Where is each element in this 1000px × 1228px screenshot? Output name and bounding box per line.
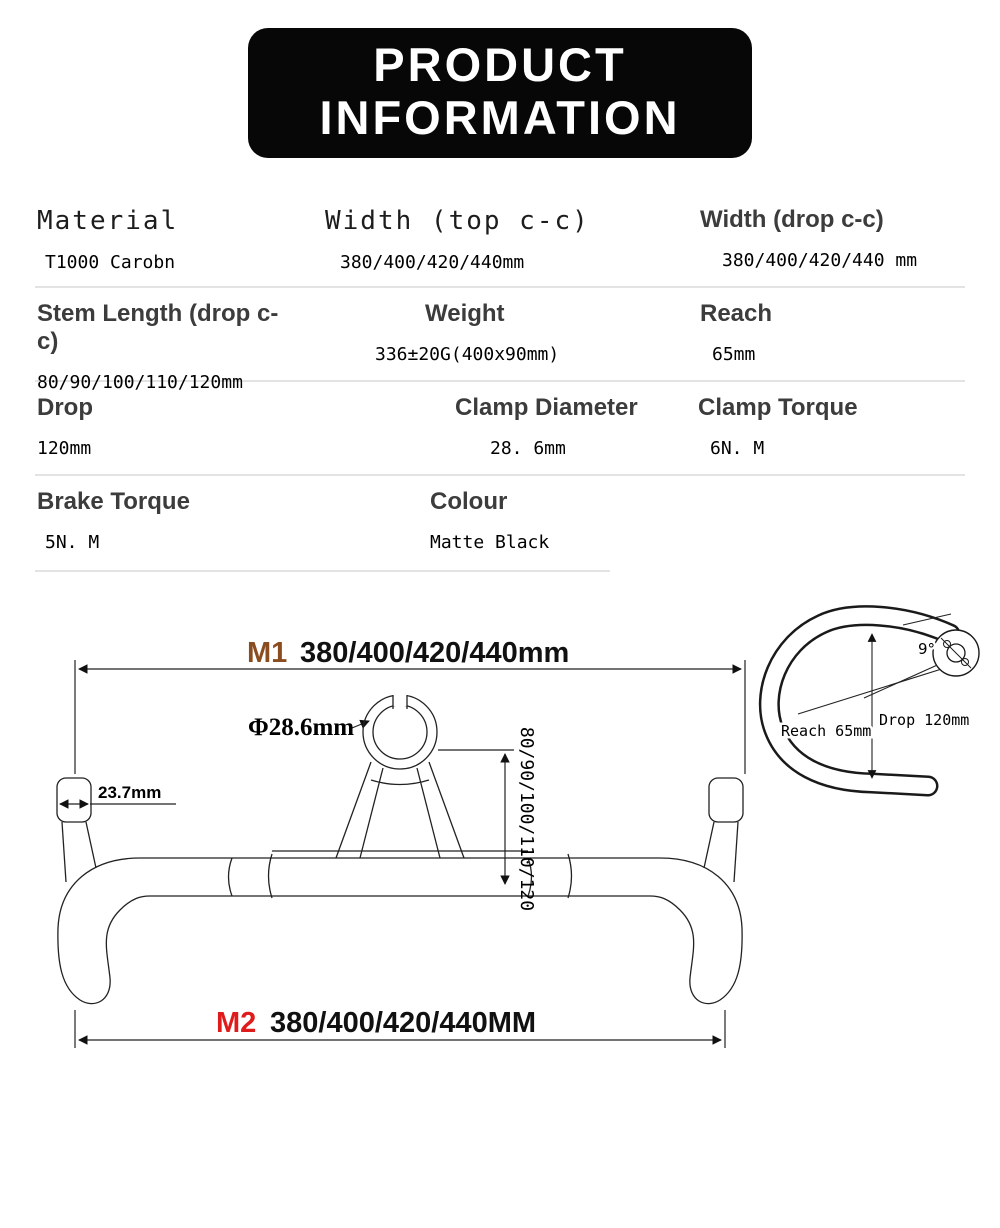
handlebar-technical-drawing (0, 592, 1000, 1112)
spec-drop (0, 382, 290, 459)
reach-label: Reach 65mm (781, 722, 872, 741)
spec-clamp-torque (670, 382, 1000, 459)
spec-label: Brake Torque (37, 488, 190, 516)
dimension-lines (60, 660, 745, 1048)
spec-colour (290, 476, 670, 553)
spec-value: 6N. M (710, 438, 765, 460)
m2-label: M2 (216, 1007, 257, 1040)
spec-value: 28. 6mm (490, 438, 566, 460)
specs-table (0, 194, 1000, 572)
m1-label: M1 (247, 637, 288, 670)
side-clamp (933, 630, 979, 676)
title-line-2: INFORMATION (319, 91, 681, 145)
spec-label: Clamp Diameter (455, 394, 638, 422)
handlebar-side-view (769, 614, 979, 786)
spec-value: 380/400/420/440 mm (722, 250, 918, 272)
spec-value: 380/400/420/440mm (340, 252, 525, 274)
spec-material (0, 194, 290, 273)
spec-label: Material (37, 206, 179, 237)
m1-width-value: 380/400/420/440mm (300, 637, 570, 670)
spec-label: Width (drop c-c) (700, 206, 884, 234)
spec-value: 80/90/100/110/120mm (37, 372, 243, 394)
title-line-1: PRODUCT (373, 38, 627, 91)
handlebar-front-view (57, 692, 743, 1004)
spec-value: T1000 Carobn (45, 252, 176, 274)
spec-brake-torque (0, 476, 290, 553)
spec-value: 336±20G(400x90mm) (375, 344, 560, 366)
spec-value: 65mm (712, 344, 756, 366)
side-dimension-lines (798, 614, 951, 778)
spec-label: Stem Length (drop c-c) (37, 300, 279, 356)
specs-row-4 (0, 476, 1000, 570)
bar-end-width-label: 23.7mm (98, 783, 162, 803)
spec-label: Width (top c-c) (325, 206, 590, 237)
spec-width-top (290, 194, 670, 273)
spec-value: Matte Black (430, 532, 550, 554)
spec-empty (670, 476, 1000, 488)
product-info-page (0, 28, 1000, 1228)
spec-reach (670, 288, 1000, 365)
spec-label: Drop (37, 394, 93, 422)
stem-length-options-label: 80/90/100/110/120 (516, 727, 537, 912)
spec-stem-length (0, 288, 290, 393)
specs-row-2 (0, 288, 1000, 394)
row-divider (35, 570, 610, 572)
m2-width-value: 380/400/420/440MM (270, 1007, 537, 1040)
drop-label: Drop 120mm (879, 711, 970, 730)
specs-row-1 (0, 194, 1000, 286)
spec-value: 120mm (37, 438, 92, 460)
spec-weight (290, 288, 670, 365)
clamp-diameter-label: Φ28.6mm (248, 714, 355, 742)
spec-label: Weight (425, 300, 505, 328)
specs-row-3 (0, 382, 1000, 474)
flare-angle-label: 9° (918, 640, 936, 659)
spec-value: 5N. M (45, 532, 100, 554)
spec-label: Reach (700, 300, 773, 328)
spec-label: Colour (430, 488, 508, 516)
spec-width-drop (670, 194, 1000, 271)
spec-label: Clamp Torque (698, 394, 858, 422)
spec-clamp-diameter (290, 382, 670, 459)
technical-diagram (0, 592, 1000, 1112)
product-information-header (248, 28, 752, 158)
